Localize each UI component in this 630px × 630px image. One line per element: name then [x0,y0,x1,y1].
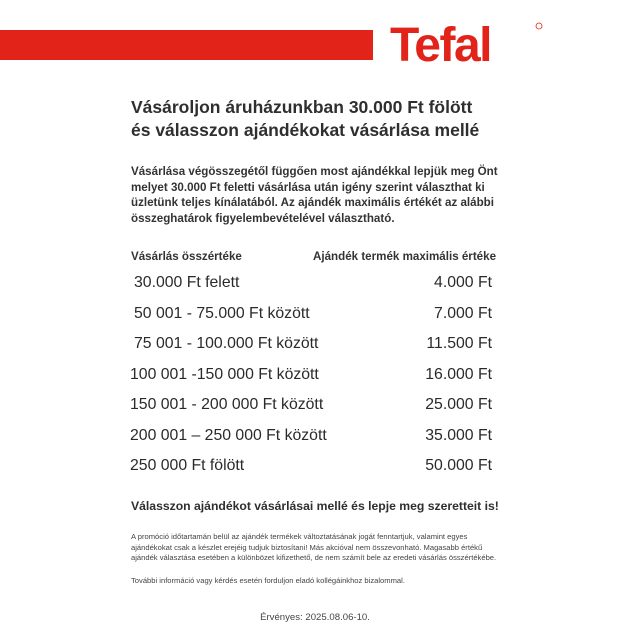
tier-row [0,270,630,300]
tefal-logo-text: Tefal [390,19,491,70]
tier-gift-value: 11.500 Ft [426,335,492,352]
tefal-logo-mark [388,16,544,70]
tier-gift-value: 7.000 Ft [434,304,492,322]
registered-mark-icon [536,23,542,29]
headline-line-2: és válasszon ajándékokat vásárlása mellé [131,120,480,140]
headline-line-1: Vásároljon áruházunkban 30.000 Ft fölött [131,97,473,117]
column-header-gift: Ajándék termék maximális értéke [313,250,497,263]
tier-gift-value: 35.000 Ft [425,426,492,444]
tier-gift-value: 25.000 Ft [425,396,492,413]
tier-range: 75 001 - 100.000 Ft között [134,335,319,352]
intro-paragraph: Vásárlása végösszegétől függően most ajándékkal lepjük meg Önt melyet 30.000 Ft feletti vásárlása után igény szerint választhat ki üzletünk teljes kínálatából. Az ajándék maximális értékét az alábbi összeghatárok figyelembevételével választható. [131,165,498,225]
page-headline [131,96,531,142]
tier-range: 50 001 - 75.000 Ft között [134,304,310,322]
tier-gift-value: 50.000 Ft [425,457,492,474]
tier-range: 150 001 - 200 000 Ft között [130,396,324,413]
contact-note: További információ vagy kérdés esetén forduljon eladó kollégáinkhoz bizalommal. [131,576,405,585]
tier-row [0,423,630,453]
column-header-purchase: Vásárlás összértéke [131,250,242,263]
tier-row [0,453,630,483]
tefal-logo [388,16,544,70]
closing-call-to-action: Válasszon ajándékot vásárlásai mellé és lepje meg szeretteit is! [131,499,499,513]
tier-row [0,362,630,392]
tier-gift-value: 4.000 Ft [434,274,492,291]
tier-gift-value: 16.000 Ft [425,365,492,383]
tier-range: 30.000 Ft felett [134,274,240,291]
tier-range: 200 001 – 250 000 Ft között [130,426,327,444]
tier-row [0,392,630,422]
terms-fineprint: A promóció időtartamán belül az ajándék termékek változtatásának jogát fenntartjuk, valamint egyes ajándékokat csak a készlet erejéig tudjuk biztosítani! Más akcióval nem összevonható. Magasabb értékű ajándék választása esetében a különbözet kifizethető, de nem számít bele az eredeti vásárlás összértékébe. [131,532,497,563]
tier-range: 100 001 -150 000 Ft között [130,365,319,383]
tier-row [0,301,630,331]
brand-red-band [0,30,373,60]
tier-range: 250 000 Ft fölött [130,457,245,474]
validity-date: Érvényes: 2025.08.06-10. [260,612,370,623]
tier-row [0,331,630,361]
